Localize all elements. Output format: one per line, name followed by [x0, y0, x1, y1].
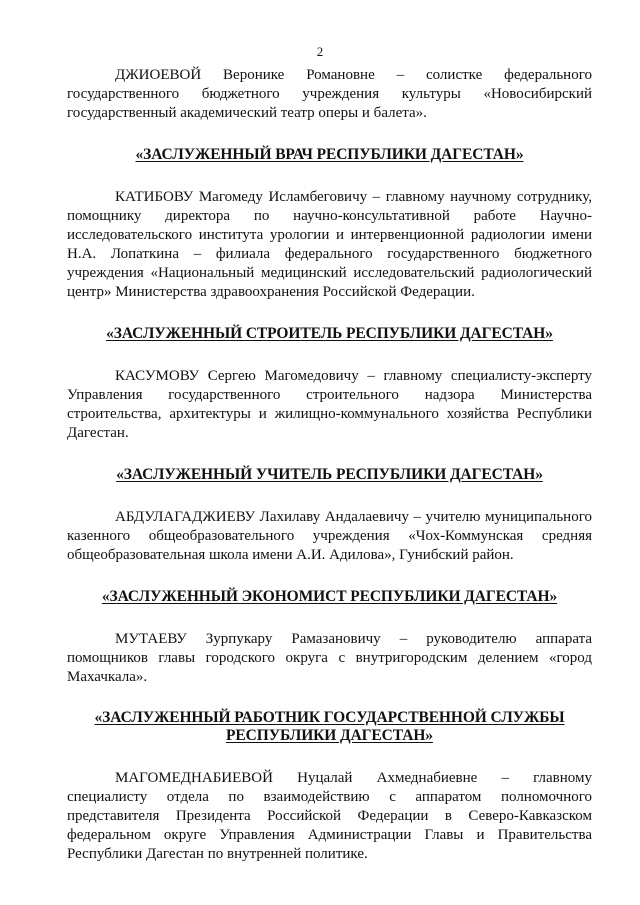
award-recipient-paragraph: КАТИБОВУ Магомеду Исламбеговичу – главному научному сотруднику, помощнику директора по научно-консультативной работе Научно-исследовательского института урологии и интервенционной радиологии имени Н.А. Лопаткина – филиала федерального государственного бюджетного учреждения «Национальный медицинский исследовательский радиологический центр» Министерства здравоохранения Российской Федерации.	[67, 189, 592, 300]
award-title-heading-line: «ЗАСЛУЖЕННЫЙ РАБОТНИК ГОСУДАРСТВЕННОЙ СЛУЖБЫ	[94, 709, 565, 726]
award-title-heading: «ЗАСЛУЖЕННЫЙ ВРАЧ РЕСПУБЛИКИ ДАГЕСТАН»	[135, 146, 524, 163]
award-recipient-paragraph: КАСУМОВУ Сергею Магомедовичу – главному специалисту-эксперту Управления государственного строительного надзора Министерства строительства, архитектуры и жилищно-коммунального хозяйства Республики Дагестан.	[67, 368, 592, 441]
award-title-heading-line: РЕСПУБЛИКИ ДАГЕСТАН»	[226, 727, 433, 744]
award-title-heading	[67, 709, 592, 745]
award-recipient-paragraph: АБДУЛАГАДЖИЕВУ Лахилаву Андалаевичу – учителю муниципального казенного общеобразовательного учреждения «Чох-Коммунская средняя общеобразовательная школа имени А.И. Адилова», Гунибский район.	[67, 509, 592, 563]
award-recipient-paragraph: ДЖИОЕВОЙ Веронике Романовне – солистке федерального государственного бюджетного учреждения культуры «Новосибирский государственный академический театр оперы и балета».	[67, 67, 592, 121]
award-title-heading: «ЗАСЛУЖЕННЫЙ СТРОИТЕЛЬ РЕСПУБЛИКИ ДАГЕСТАН»	[106, 325, 553, 342]
page-number: 2	[316, 44, 324, 59]
award-title-heading: «ЗАСЛУЖЕННЫЙ ЭКОНОМИСТ РЕСПУБЛИКИ ДАГЕСТАН»	[101, 588, 558, 605]
award-recipient-paragraph: МУТАЕВУ Зурпукару Рамазановичу – руководителю аппарата помощников главы городского округа с внутригородским делением «город Махачкала».	[67, 631, 592, 685]
document-body	[67, 66, 592, 864]
award-recipient-paragraph: МАГОМЕДНАБИЕВОЙ Нуцалай Ахмеднабиевне – главному специалисту отдела по взаимодействию с аппаратом полномочного представителя Президента Российской Федерации в Северо-Кавказском федеральном округе Управления Администрации Главы и Правительства Республики Дагестан по внутренней политике.	[67, 770, 592, 862]
award-title-heading: «ЗАСЛУЖЕННЫЙ УЧИТЕЛЬ РЕСПУБЛИКИ ДАГЕСТАН»	[116, 466, 543, 483]
